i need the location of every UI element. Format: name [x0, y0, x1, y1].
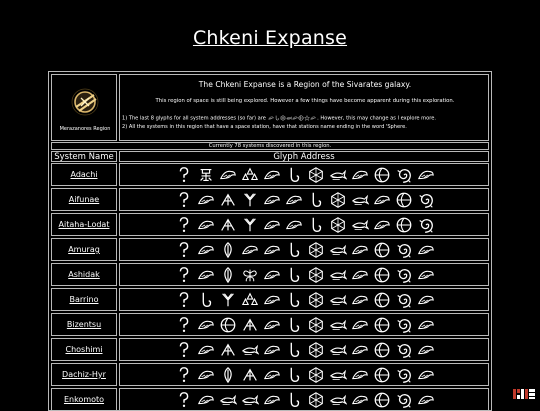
- glyph-sequence: [175, 291, 435, 309]
- bird-glyph-icon: [351, 266, 369, 284]
- glyph-address-header: Glyph Address: [119, 151, 489, 162]
- ring-glyph-icon: [373, 366, 391, 384]
- butterfly-glyph-icon: [241, 266, 259, 284]
- system-link[interactable]: Choshimi: [65, 345, 103, 354]
- question-glyph-icon: [175, 341, 193, 359]
- system-name-cell: [51, 338, 117, 361]
- atlas-glyph-icon: [219, 191, 237, 209]
- system-name-cell: [51, 363, 117, 386]
- hexflower-glyph-icon: [307, 366, 325, 384]
- hook-glyph-icon: [285, 341, 303, 359]
- whale-glyph-icon: [329, 316, 347, 334]
- region-info-cell: [119, 74, 489, 141]
- bird-glyph-icon: [417, 316, 435, 334]
- whale-glyph-icon: [329, 366, 347, 384]
- spiral-glyph-icon: [395, 366, 413, 384]
- inline-glyph-sequence: [268, 116, 316, 122]
- bird-glyph-icon: [417, 266, 435, 284]
- gold-emblem-icon: [70, 87, 100, 117]
- bird-glyph-icon: [263, 341, 281, 359]
- bird-glyph-icon: [417, 241, 435, 259]
- bird-glyph-icon: [263, 291, 281, 309]
- question-glyph-icon: [175, 166, 193, 184]
- whale-glyph-icon: [219, 391, 237, 409]
- system-link[interactable]: Amurag: [68, 245, 100, 254]
- ring-glyph-icon: [373, 241, 391, 259]
- question-glyph-icon: [175, 266, 193, 284]
- bird-glyph-icon: [263, 216, 281, 234]
- system-name-cell: [51, 313, 117, 336]
- hook-glyph-icon: [307, 191, 325, 209]
- whale-glyph-icon: [329, 266, 347, 284]
- note-1-suffix: . However, this may change as I explore more.: [317, 115, 436, 122]
- whale-glyph-icon: [329, 166, 347, 184]
- triangles-glyph-icon: [241, 166, 259, 184]
- bird-glyph-icon: [263, 191, 281, 209]
- bird-glyph-icon: [351, 341, 369, 359]
- systems-count: Currently 78 systems discovered in this region.: [51, 142, 489, 150]
- system-name-cell: [51, 163, 117, 186]
- leaf-glyph-icon: [219, 241, 237, 259]
- hook-glyph-icon: [285, 241, 303, 259]
- atlas-glyph-icon: [219, 341, 237, 359]
- glyph-address-cell: [119, 338, 489, 361]
- site-logo-icon[interactable]: [513, 388, 535, 400]
- bird-glyph-icon: [310, 115, 316, 121]
- question-glyph-icon: [175, 291, 193, 309]
- bird-glyph-icon: [263, 241, 281, 259]
- hexflower-glyph-icon: [307, 241, 325, 259]
- hexflower-glyph-icon: [307, 291, 325, 309]
- bird-glyph-icon: [417, 341, 435, 359]
- spiral-glyph-icon: [417, 216, 435, 234]
- bird-glyph-icon: [351, 316, 369, 334]
- region-logo-cell: [51, 74, 117, 141]
- system-link[interactable]: Enkomoto: [63, 395, 105, 404]
- question-glyph-icon: [175, 366, 193, 384]
- spiral-glyph-icon: [417, 191, 435, 209]
- glyph-sequence: [175, 191, 435, 209]
- system-link[interactable]: Aitaha-Lodat: [58, 220, 110, 229]
- hexflower-glyph-icon: [307, 166, 325, 184]
- bird-glyph-icon: [417, 366, 435, 384]
- ring-glyph-icon: [373, 316, 391, 334]
- glyph-sequence: [175, 391, 435, 409]
- whale-glyph-icon: [241, 391, 259, 409]
- system-name-cell: [51, 238, 117, 261]
- system-link[interactable]: Barrino: [69, 295, 99, 304]
- ring-glyph-icon: [395, 191, 413, 209]
- hexflower-glyph-icon: [307, 266, 325, 284]
- system-name-cell: [51, 263, 117, 286]
- hook-glyph-icon: [285, 366, 303, 384]
- bird-glyph-icon: [219, 166, 237, 184]
- glyph-address-cell: [119, 213, 489, 236]
- ring-glyph-icon: [395, 216, 413, 234]
- system-name-cell: [51, 213, 117, 236]
- hexflower-glyph-icon: [307, 391, 325, 409]
- whale-glyph-icon: [351, 216, 369, 234]
- atlas-glyph-icon: [219, 216, 237, 234]
- system-link[interactable]: Aifunae: [68, 195, 100, 204]
- whale-glyph-icon: [329, 241, 347, 259]
- bird-glyph-icon: [351, 166, 369, 184]
- whale-glyph-icon: [351, 191, 369, 209]
- bird-glyph-icon: [241, 241, 259, 259]
- totem-glyph-icon: [197, 166, 215, 184]
- hexflower-glyph-icon: [329, 216, 347, 234]
- system-name-cell: [51, 388, 117, 411]
- whale-glyph-icon: [329, 291, 347, 309]
- system-link[interactable]: Ashidak: [68, 270, 100, 279]
- glyph-address-cell: [119, 313, 489, 336]
- spiral-glyph-icon: [395, 391, 413, 409]
- bird-glyph-icon: [197, 241, 215, 259]
- bird-glyph-icon: [351, 291, 369, 309]
- bird-glyph-icon: [197, 191, 215, 209]
- note-1-prefix: 1) The last 8 glyphs for all system addresses (so far) are: [122, 115, 266, 122]
- hexflower-glyph-icon: [307, 316, 325, 334]
- hook-glyph-icon: [285, 316, 303, 334]
- bird-glyph-icon: [417, 291, 435, 309]
- region-note-1: [122, 115, 436, 122]
- hook-glyph-icon: [285, 391, 303, 409]
- leaf-glyph-icon: [219, 266, 237, 284]
- bird-glyph-icon: [263, 316, 281, 334]
- glyph-address-cell: [119, 238, 489, 261]
- system-link[interactable]: Dachiz-Hyr: [62, 370, 106, 379]
- ypsilon-glyph-icon: [219, 291, 237, 309]
- whale-glyph-icon: [241, 341, 259, 359]
- bird-glyph-icon: [417, 391, 435, 409]
- bird-glyph-icon: [263, 366, 281, 384]
- question-glyph-icon: [175, 316, 193, 334]
- leaf-glyph-icon: [219, 366, 237, 384]
- system-link[interactable]: Adachi: [70, 170, 98, 179]
- bird-glyph-icon: [285, 191, 303, 209]
- bird-glyph-icon: [263, 166, 281, 184]
- hook-glyph-icon: [197, 291, 215, 309]
- whale-glyph-icon: [329, 341, 347, 359]
- question-glyph-icon: [175, 391, 193, 409]
- glyph-address-cell: [119, 163, 489, 186]
- question-glyph-icon: [175, 241, 193, 259]
- spiral-glyph-icon: [395, 241, 413, 259]
- bird-glyph-icon: [197, 366, 215, 384]
- bird-glyph-icon: [197, 266, 215, 284]
- glyph-sequence: [175, 341, 435, 359]
- hook-glyph-icon: [285, 166, 303, 184]
- spiral-glyph-icon: [395, 266, 413, 284]
- bird-glyph-icon: [417, 166, 435, 184]
- whale-glyph-icon: [329, 391, 347, 409]
- spiral-glyph-icon: [395, 316, 413, 334]
- bird-glyph-icon: [351, 366, 369, 384]
- hook-glyph-icon: [285, 291, 303, 309]
- glyph-address-cell: [119, 263, 489, 286]
- system-name-cell: [51, 188, 117, 211]
- atlas-glyph-icon: [241, 366, 259, 384]
- bird-glyph-icon: [197, 341, 215, 359]
- bird-glyph-icon: [351, 241, 369, 259]
- hexflower-glyph-icon: [329, 191, 347, 209]
- region-description-title: The Chkeni Expanse is a Region of the Sivarates galaxy.: [198, 80, 412, 89]
- region-logo-caption: Merazanores Region: [59, 126, 111, 132]
- spiral-glyph-icon: [395, 341, 413, 359]
- ring-glyph-icon: [373, 291, 391, 309]
- glyph-address-cell: [119, 363, 489, 386]
- glyph-sequence: [175, 216, 435, 234]
- ring-glyph-icon: [373, 266, 391, 284]
- bird-glyph-icon: [373, 216, 391, 234]
- bird-glyph-icon: [197, 216, 215, 234]
- ypsilon-glyph-icon: [241, 191, 259, 209]
- hook-glyph-icon: [285, 266, 303, 284]
- spiral-glyph-icon: [395, 166, 413, 184]
- system-name-header: System Name: [51, 151, 117, 162]
- page-title: Chkeni Expanse: [192, 27, 348, 49]
- glyph-address-cell: [119, 188, 489, 211]
- question-glyph-icon: [175, 191, 193, 209]
- atlas-glyph-icon: [241, 316, 259, 334]
- hexflower-glyph-icon: [307, 341, 325, 359]
- system-link[interactable]: Bizentsu: [66, 320, 102, 329]
- bird-glyph-icon: [373, 191, 391, 209]
- bird-glyph-icon: [263, 266, 281, 284]
- region-description-subtitle: This region of space is still being explored. However a few things have become apparent during this exploration.: [155, 98, 455, 104]
- glyph-address-cell: [119, 388, 489, 411]
- region-note-2: 2) All the systems in this region that have a space station, have that stations name ending in the word 'Sphere.: [122, 124, 407, 130]
- bird-glyph-icon: [263, 391, 281, 409]
- glyph-sequence: [175, 366, 435, 384]
- spiral-glyph-icon: [395, 291, 413, 309]
- bird-glyph-icon: [197, 391, 215, 409]
- ypsilon-glyph-icon: [241, 216, 259, 234]
- system-name-cell: [51, 288, 117, 311]
- ring-glyph-icon: [373, 166, 391, 184]
- bird-glyph-icon: [285, 216, 303, 234]
- hook-glyph-icon: [307, 216, 325, 234]
- glyph-sequence: [175, 266, 435, 284]
- ring-glyph-icon: [373, 341, 391, 359]
- ring-glyph-icon: [373, 391, 391, 409]
- triangles-glyph-icon: [241, 291, 259, 309]
- ring-glyph-icon: [219, 316, 237, 334]
- glyph-sequence: [175, 241, 435, 259]
- bird-glyph-icon: [197, 316, 215, 334]
- region-table: [48, 71, 492, 411]
- glyph-address-cell: [119, 288, 489, 311]
- glyph-sequence: [175, 316, 435, 334]
- bird-glyph-icon: [351, 391, 369, 409]
- glyph-sequence: [175, 166, 435, 184]
- question-glyph-icon: [175, 216, 193, 234]
